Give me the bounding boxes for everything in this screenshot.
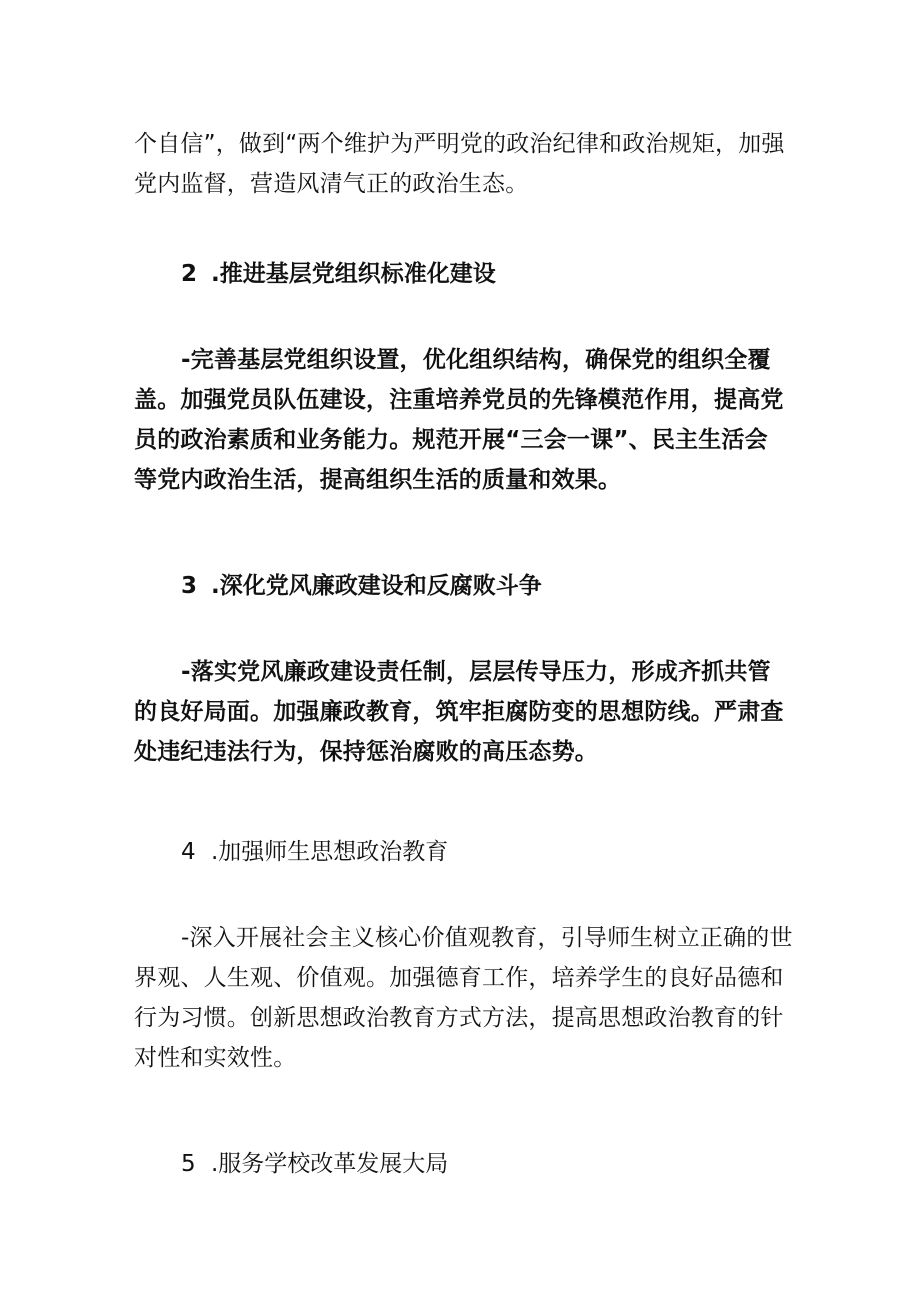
section-4-line-3: 行为习惯。创新思想政治教育方式方法，提高思想政治教育的针 (134, 1005, 784, 1031)
section-4-line-4: 对性和实效性。 (134, 1045, 297, 1071)
section-4-line-2: 界观、人生观、价值观。加强德育工作，培养学生的良好品德和 (134, 965, 784, 991)
intro-line-1: 个自信”，做到“两个维护为严明党的政治纪律和政治规矩，加强 (134, 131, 785, 157)
section-3-line-1: -落实党风廉政建设责任制，层层传导压力，形成齐抓共管 (181, 659, 771, 685)
section-4-title: .加强师生思想政治教育 (211, 839, 449, 865)
section-2-line-2: 盖。加强党员队伍建设，注重培养党员的先锋模范作用，提高党 (134, 387, 784, 413)
section-3-line-2: 的良好局面。加强廉政教育，筑牢拒腐防变的思想防线。严肃查 (134, 699, 784, 725)
section-5-heading (181, 1144, 448, 1184)
section-4-number: 4 (181, 839, 196, 865)
section-2-line-1: -完善基层党组织设置，优化组织结构，确保党的组织全覆 (181, 347, 771, 373)
section-3-body (134, 652, 794, 772)
section-3-title: .深化党风廉政建设和反腐败斗争 (211, 573, 542, 599)
section-4-heading (181, 832, 448, 872)
section-3-line-3: 处违纪违法行为，保持惩治腐败的高压态势。 (134, 739, 598, 765)
section-2-number: 2 (181, 261, 198, 287)
intro-line-2: 党内监督，营造风清气正的政治生态。 (134, 171, 529, 197)
intro-paragraph (134, 124, 794, 204)
section-2-line-3: 员的政治素质和业务能力。规范开展“三会一课”、民主生活会 (134, 427, 768, 453)
section-2-heading (181, 254, 496, 294)
section-5-number: 5 (181, 1151, 196, 1177)
section-2-body (134, 340, 794, 500)
section-4-line-1: -深入开展社会主义核心价值观教育，引导师生树立正确的世 (181, 925, 793, 951)
section-4-body (134, 918, 794, 1078)
section-3-number: 3 (181, 573, 198, 599)
section-2-line-4: 等党内政治生活，提高组织生活的质量和效果。 (134, 467, 622, 493)
section-2-title: .推进基层党组织标准化建设 (211, 261, 496, 287)
section-5-title: .服务学校改革发展大局 (211, 1151, 449, 1177)
section-3-heading (181, 566, 542, 606)
